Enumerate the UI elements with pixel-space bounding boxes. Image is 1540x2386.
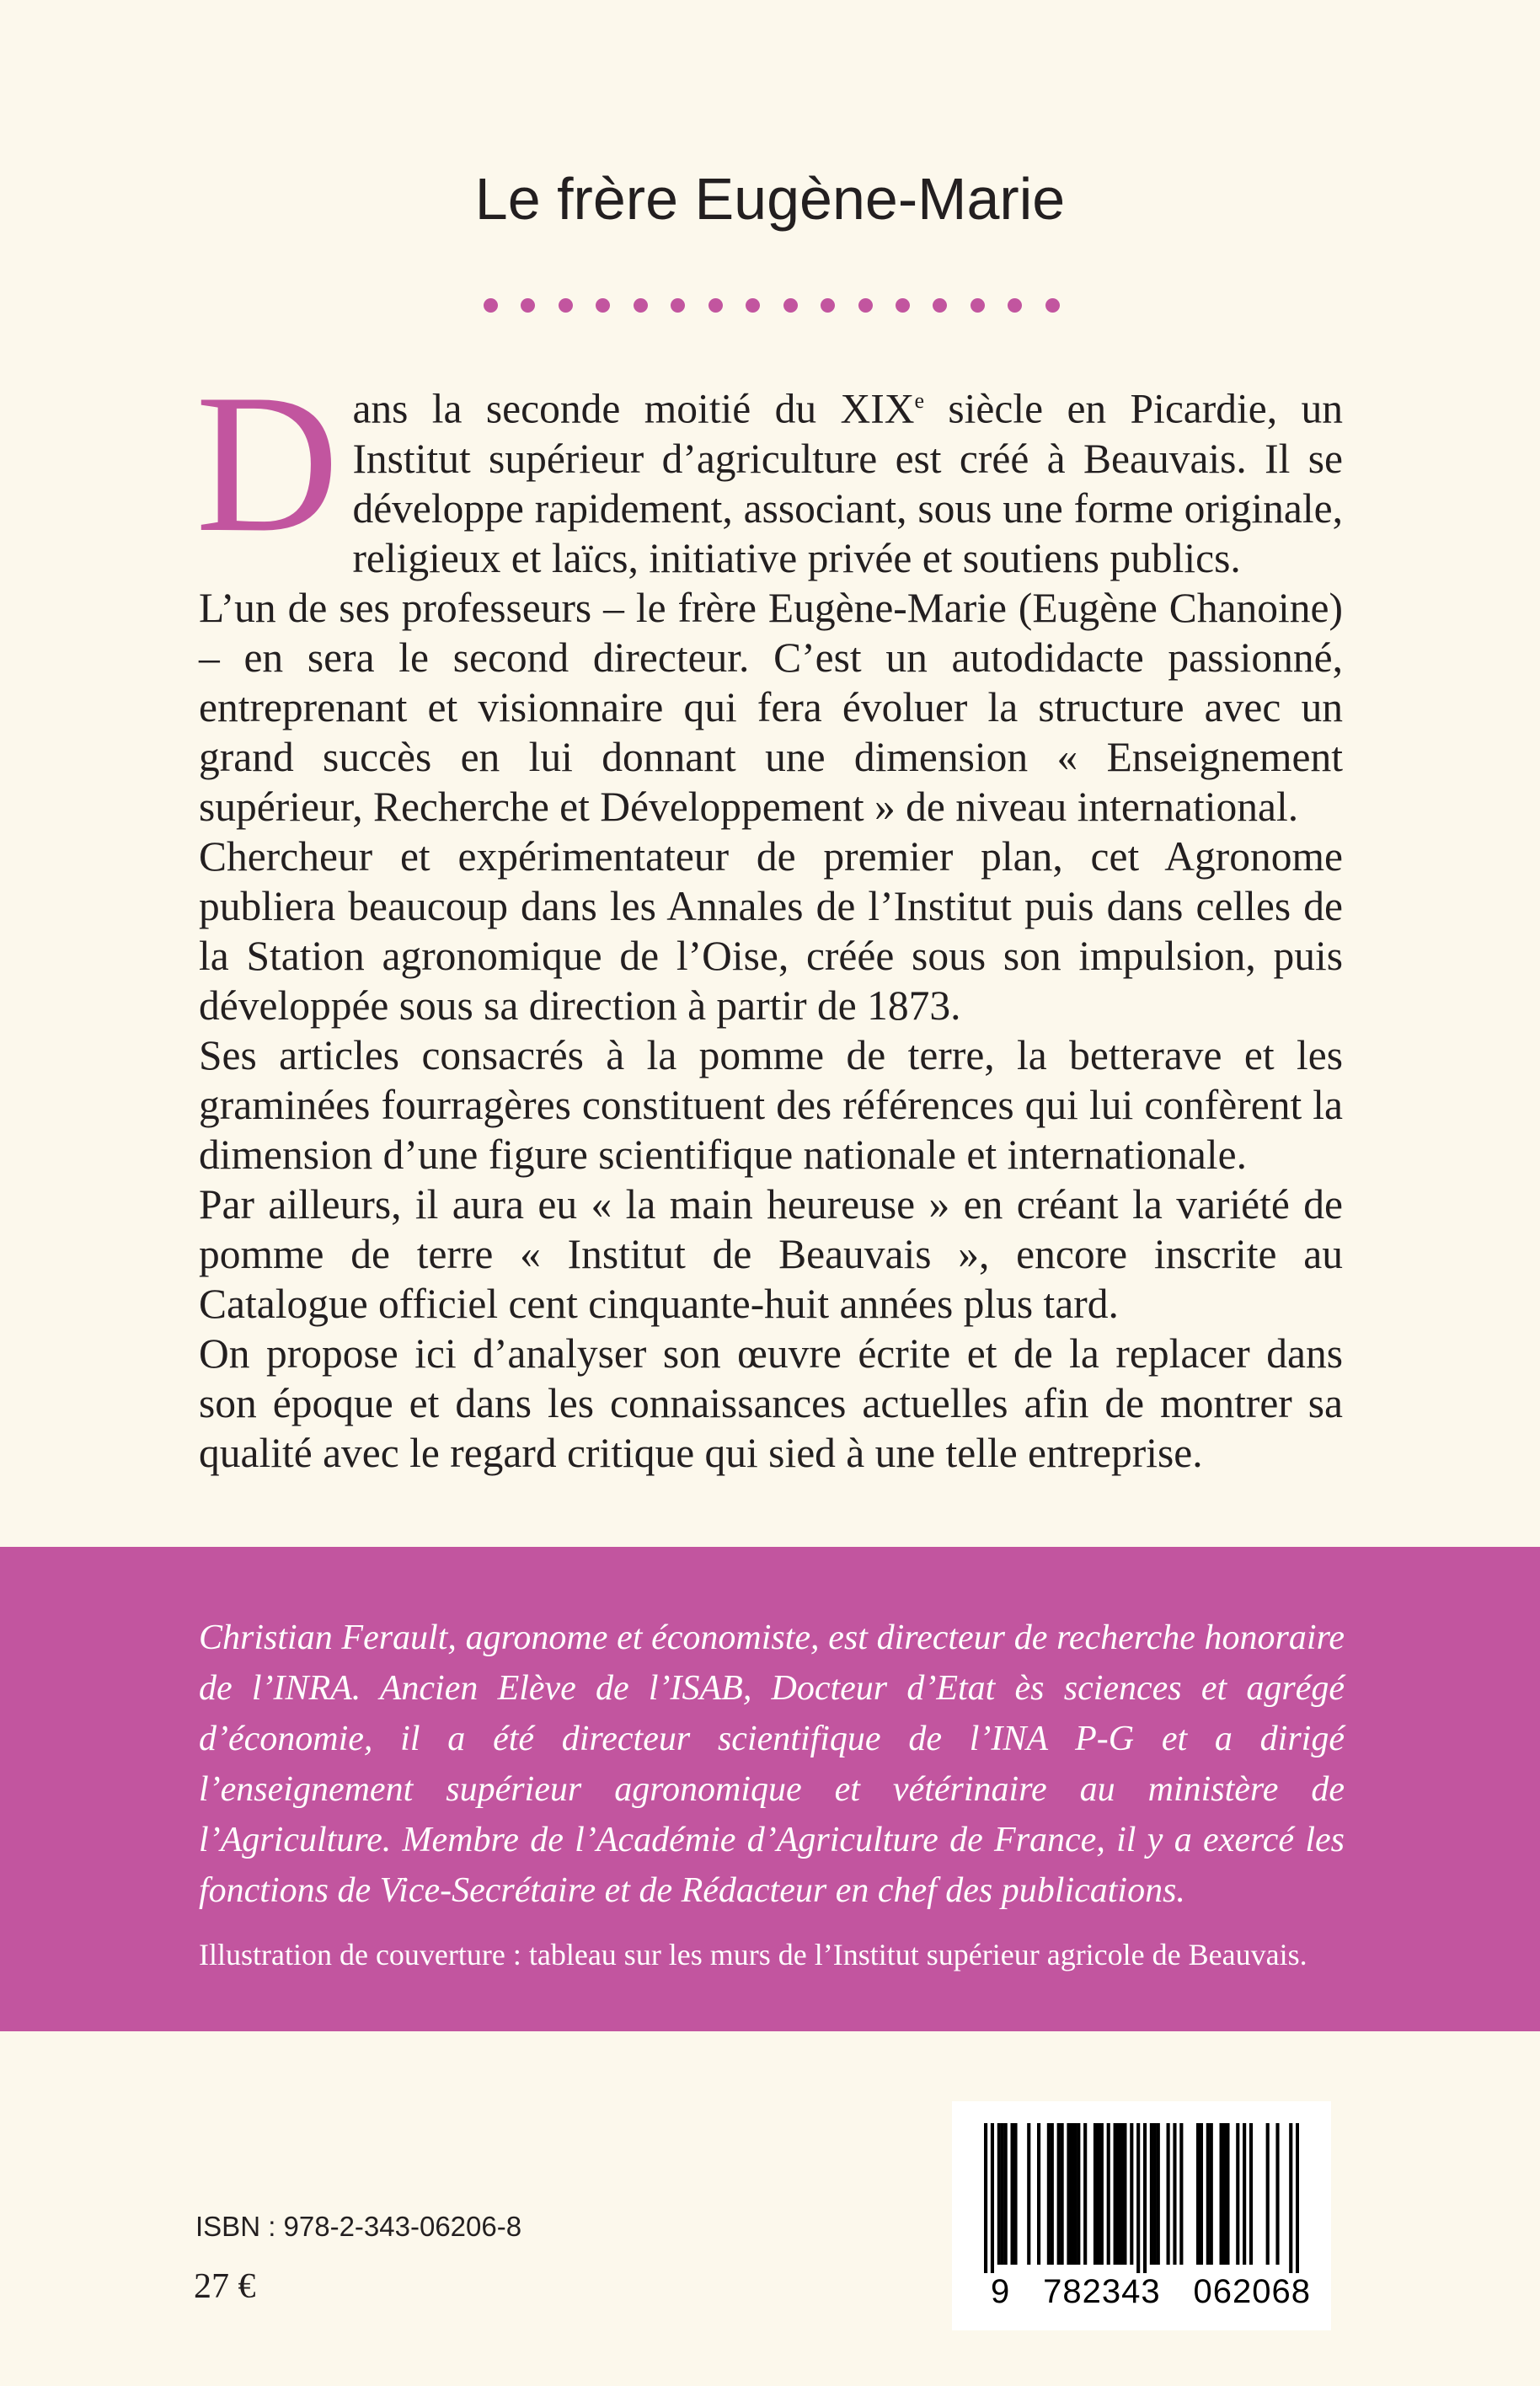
barcode-bar (1100, 2123, 1104, 2265)
barcode-bar (1116, 2123, 1120, 2265)
barcode-digits (991, 2273, 1311, 2311)
barcode-bar (1173, 2123, 1176, 2265)
barcode-bar (1027, 2123, 1030, 2265)
back-cover-text (195, 354, 1343, 1478)
barcode-digit-prefix: 9 (991, 2273, 1011, 2310)
barcode-bar (1051, 2123, 1054, 2265)
barcode-bar (1047, 2123, 1051, 2265)
barcode-bar (1266, 2123, 1270, 2265)
barcode-bar (1073, 2123, 1077, 2265)
illustration-credit: Illustration de couverture : tableau sur les murs de l’Institut supérieur agricole de Beauvais. (199, 1938, 1307, 1971)
barcode-bar (1296, 2123, 1299, 2273)
barcode-bar (1077, 2123, 1080, 2265)
barcode-bar (1061, 2123, 1064, 2265)
paragraph-3: Chercheur et expérimentateur de premier plan, cet Agronome publiera beaucoup dans les Annales de l’Institut puis dans celles de la Station agronomique de l’Oise, créée sous son impulsion, puis développée sous sa direction à partir de 1873. (199, 832, 1343, 1029)
paragraph-1-rest: siècle en Picardie, un Institut supérieur d’agriculture est créé à Beauvais. Il se développe rapidement, associant, sous une forme originale, religieux et laïcs, initiative privée et soutiens publics. (352, 385, 1343, 581)
barcode-bar (1114, 2123, 1117, 2265)
price-label: 27 € (194, 2267, 256, 2306)
barcode-bar (1220, 2123, 1223, 2265)
barcode-bar (1196, 2123, 1200, 2265)
barcode-bar (1143, 2123, 1147, 2273)
barcode-bar (1004, 2123, 1008, 2265)
barcode-bar (1222, 2123, 1226, 2265)
barcode-bar (1167, 2123, 1170, 2265)
barcode-bar (1153, 2123, 1157, 2265)
divider-dot (484, 298, 498, 313)
barcode-bar (1010, 2123, 1013, 2265)
barcode-bar (1013, 2123, 1017, 2265)
divider-dot (933, 298, 947, 313)
barcode-bar (997, 2123, 1001, 2265)
divider-dot (559, 298, 573, 313)
barcode-bar (1094, 2123, 1097, 2265)
divider-dot (709, 298, 723, 313)
barcode-bar (1057, 2123, 1061, 2265)
barcode-bar (991, 2123, 994, 2273)
barcode-bars (984, 2123, 1299, 2273)
barcode-bar (1107, 2123, 1110, 2265)
barcode-bar (1083, 2123, 1087, 2265)
paragraph-4: Ses articles consacrés à la pomme de terre, la betterave et les graminées fourragères constituent des références qui lui confèrent la dimension d’une figure scientifique nationale et internationale. (199, 1031, 1343, 1178)
divider-dot (596, 298, 610, 313)
barcode-bar (1136, 2123, 1140, 2273)
barcode-bar (1249, 2123, 1253, 2265)
paragraph-5: Par ailleurs, il aura eu « la main heureuse » en créant la variété de pomme de terre « Institut de Beauvais », encore inscrite au Catalogue officiel cent cinquante-huit années plus tard. (199, 1180, 1343, 1327)
barcode-bar (1067, 2123, 1070, 2265)
barcode-bar (1210, 2123, 1213, 2265)
dot-divider (484, 295, 1060, 315)
divider-dot (746, 298, 760, 313)
divider-dot (971, 298, 985, 313)
barcode-bar (1206, 2123, 1210, 2265)
isbn-label: ISBN : 978-2-343-06206-8 (195, 2211, 522, 2242)
divider-dot (634, 298, 648, 313)
author-band (0, 1547, 1540, 2031)
paragraph-1-start: ans la seconde moitié du XIX (352, 385, 915, 432)
barcode-bar (1120, 2123, 1123, 2265)
century-superscript: e (914, 388, 924, 413)
divider-dot (1008, 298, 1022, 313)
barcode-bar (1200, 2123, 1203, 2265)
barcode-bar (1289, 2123, 1292, 2273)
divider-dot (1045, 298, 1060, 313)
barcode-bar (1275, 2123, 1279, 2265)
author-bio: Christian Ferault, agronome et économiste, est directeur de recherche honoraire de l’INRA. Ancien Elève de l’ISAB, Docteur d’Etat ès sciences et agrégé d’économie, il a été directeur scientifique de l’INA P-G et a dirigé l’enseignement supérieur agronomique et vétérinaire au ministère de l’Agriculture. Membre de l’Académie d’Agriculture de France, il y a exercé les fonctions de Vice-Secrétaire et de Rédacteur en chef des publications. (199, 1618, 1345, 1910)
barcode-bar (1097, 2123, 1100, 2265)
barcode-bar (984, 2123, 987, 2273)
barcode-bar (1001, 2123, 1004, 2265)
divider-dot (858, 298, 873, 313)
book-title: Le frère Eugène-Marie (474, 166, 1066, 232)
barcode-bar (1243, 2123, 1246, 2265)
divider-dot (821, 298, 835, 313)
dropcap-letter: D (195, 354, 340, 574)
divider-dot (521, 298, 535, 313)
divider-dot (896, 298, 910, 313)
barcode-digit-group-1: 782343 (1043, 2273, 1161, 2310)
barcode (952, 2101, 1331, 2330)
divider-dot (783, 298, 798, 313)
divider-dot (671, 298, 685, 313)
paragraph-1 (195, 354, 1343, 583)
barcode-bar (1123, 2123, 1126, 2265)
barcode-bar (1226, 2123, 1229, 2265)
barcode-bar (1150, 2123, 1153, 2265)
paragraph-2: L’un de ses professeurs – le frère Eugène-Marie (Eugène Chanoine) – en sera le second directeur. C’est un autodidacte passionné, entreprenant et visionnaire qui fera évoluer la structure avec un grand succès en lui donnant une dimension « Enseignement supérieur, Recherche et Développement » de niveau international. (199, 584, 1343, 830)
barcode-bar (1179, 2123, 1183, 2265)
barcode-bar (1130, 2123, 1133, 2265)
barcode-bar (1157, 2123, 1160, 2265)
barcode-bar (1070, 2123, 1073, 2265)
paragraph-6: On propose ici d’analyser son œuvre écrite et de la replacer dans son époque et dans les connaissances actuelles afin de montrer sa qualité avec le regard critique qui sied à une telle entreprise. (199, 1329, 1343, 1476)
barcode-digit-group-2: 062068 (1193, 2273, 1311, 2310)
barcode-bar (1037, 2123, 1040, 2265)
barcode-bar (1236, 2123, 1239, 2265)
